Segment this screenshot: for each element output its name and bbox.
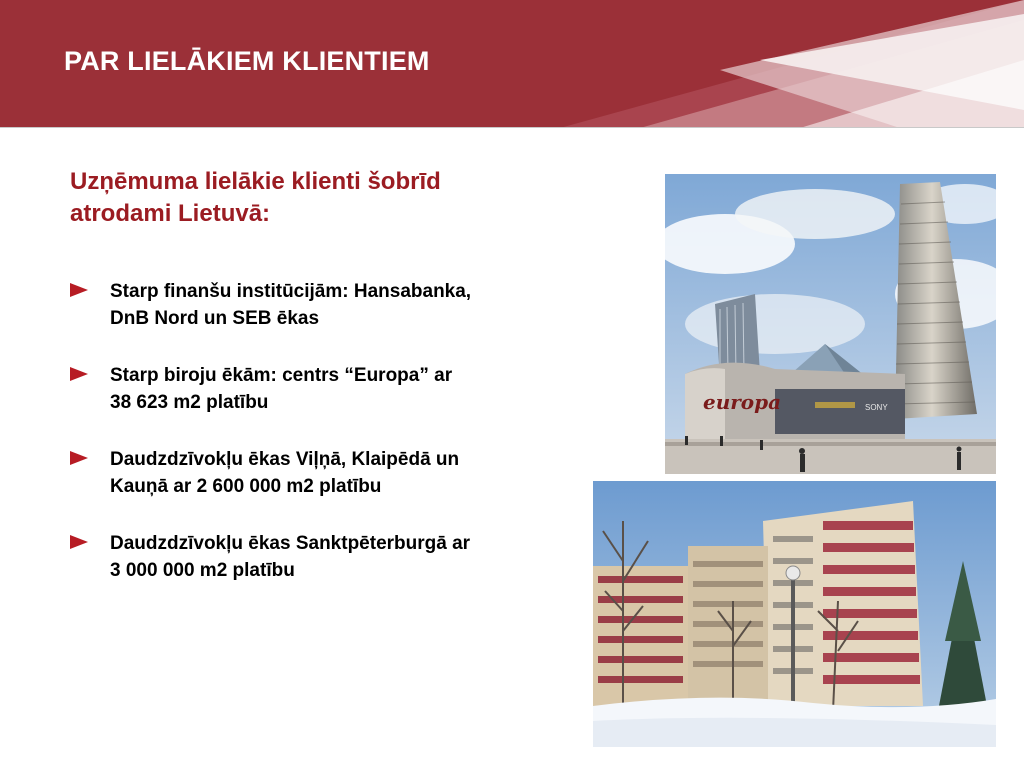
triangle-bullet-icon — [70, 283, 88, 297]
list-item-text — [110, 278, 560, 332]
list-item-line: Daudzdzīvokļu ēkas Sanktpēterburgā ar — [110, 533, 471, 554]
page-title: PAR LIELĀKIEM KLIENTIEM — [64, 46, 430, 76]
header-divider — [0, 127, 1024, 128]
office-tower-photo — [665, 174, 996, 474]
list-item-text — [110, 362, 560, 416]
subtitle-line-1: Uzņēmuma lielākie klienti šobrīd — [70, 168, 441, 195]
sony-sign: SONY — [865, 403, 888, 412]
list-item — [70, 530, 560, 584]
europa-sign: europa — [703, 390, 782, 414]
list-item-line: Starp finanšu institūcijām: Hansabanka, — [110, 281, 472, 302]
section-subtitle — [70, 166, 570, 230]
list-item — [70, 446, 560, 500]
list-item-line: 3 000 000 m2 platību — [110, 560, 295, 581]
list-item-line: Starp biroju ēkām: centrs “Europa” ar — [110, 365, 453, 386]
triangle-bullet-icon — [70, 367, 88, 381]
list-item-line: Daudzdzīvokļu ēkas Viļņā, Klaipēdā un — [110, 449, 460, 470]
list-item-text — [110, 530, 560, 584]
list-item — [70, 362, 560, 416]
triangle-bullet-icon — [70, 451, 88, 465]
list-item-line: 38 623 m2 platību — [110, 392, 269, 413]
list-item-line: Kauņā ar 2 600 000 m2 platību — [110, 476, 382, 497]
list-item-text — [110, 446, 560, 500]
list-item — [70, 278, 560, 332]
triangle-bullet-icon — [70, 535, 88, 549]
client-list — [70, 278, 560, 614]
subtitle-line-2: atrodami Lietuvā: — [70, 200, 271, 227]
list-item-line: DnB Nord un SEB ēkas — [110, 308, 320, 329]
slide-header — [0, 0, 1024, 128]
apartment-blocks-photo — [593, 481, 996, 747]
